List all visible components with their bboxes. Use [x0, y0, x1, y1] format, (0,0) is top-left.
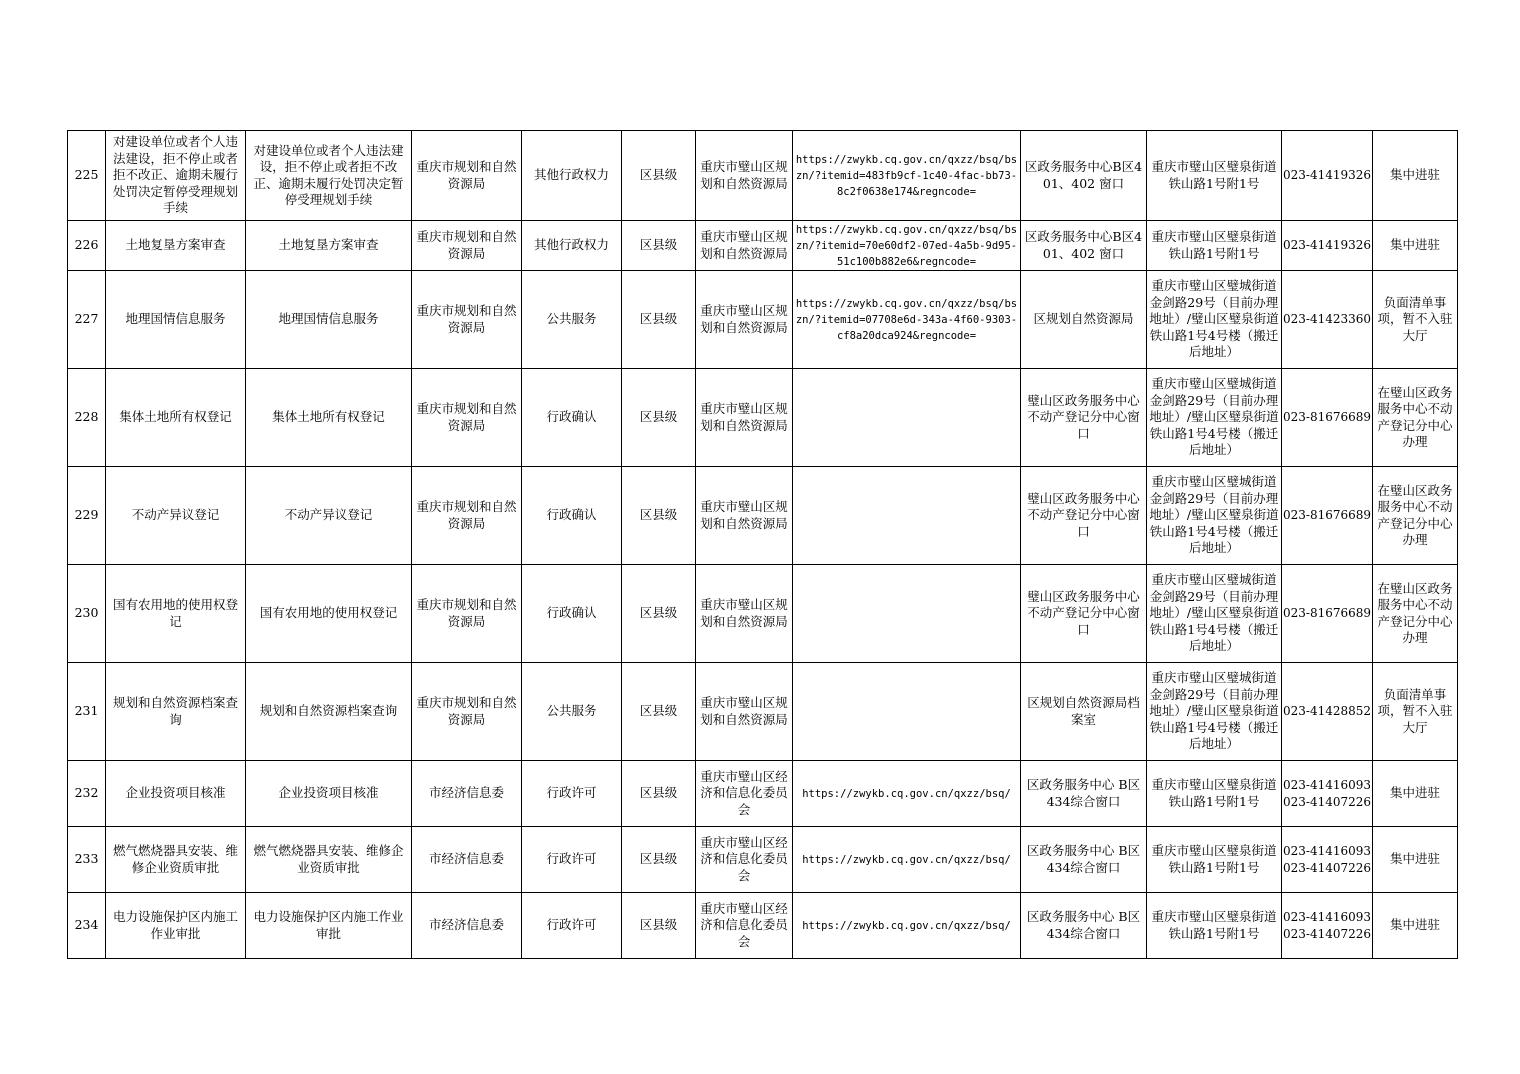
sub-item-cell: 燃气燃烧器具安装、维修企业资质审批 — [246, 827, 412, 893]
url-cell — [793, 271, 1021, 369]
url-text: https://zwykb.cq.gov.cn/qxzz/bsq/ — [802, 919, 1011, 932]
url-text: https://zwykb.cq.gov.cn/qxzz/bsq/ — [802, 853, 1011, 866]
phone-number: 023-81676689 — [1283, 508, 1372, 523]
table-row — [68, 369, 1458, 467]
url-cell — [793, 131, 1021, 221]
phone-cell — [1282, 761, 1373, 827]
status-cell: 集中进驻 — [1373, 893, 1458, 959]
address-cell: 重庆市璧山区璧城街道金剑路29号（目前办理地址）/璧山区璧泉街道铁山路1号4号楼（搬迁后地址） — [1147, 369, 1282, 467]
window-cell: 璧山区政务服务中心不动产登记分中心窗口 — [1021, 369, 1147, 467]
row-number-cell: 225 — [68, 131, 106, 221]
table-row — [68, 827, 1458, 893]
sub-item-cell: 国有农用地的使用权登记 — [246, 565, 412, 663]
agency-cell: 重庆市璧山区规划和自然资源局 — [696, 369, 793, 467]
address-cell: 重庆市璧山区璧泉街道铁山路1号附1号 — [1147, 131, 1282, 221]
phone-cell — [1282, 271, 1373, 369]
row-number-cell: 233 — [68, 827, 106, 893]
phone-number: 023-41416093 — [1283, 844, 1372, 858]
item-name-cell: 企业投资项目核准 — [106, 761, 246, 827]
phone-number: 023-41419326 — [1283, 168, 1372, 183]
url-cell — [793, 369, 1021, 467]
service-items-table — [67, 130, 1458, 959]
url-text: https://zwykb.cq.gov.cn/qxzz/bsq/bszn/?itemid=07708e6d-343a-4f60-9303-cf8a20dca924&regncode= — [795, 297, 1018, 342]
sub-item-cell: 企业投资项目核准 — [246, 761, 412, 827]
power-type-cell: 行政许可 — [522, 893, 622, 959]
sub-item-cell: 不动产异议登记 — [246, 467, 412, 565]
agency-cell: 重庆市璧山区规划和自然资源局 — [696, 271, 793, 369]
department-cell: 重庆市规划和自然资源局 — [412, 467, 522, 565]
phone-cell — [1282, 221, 1373, 271]
phone-cell — [1282, 369, 1373, 467]
row-number-cell: 234 — [68, 893, 106, 959]
status-cell: 负面清单事项，暂不入驻大厅 — [1373, 663, 1458, 761]
phone-number: 023-41407226 — [1283, 926, 1372, 941]
phone-cell — [1282, 131, 1373, 221]
table-row — [68, 131, 1458, 221]
sub-item-cell: 电力设施保护区内施工作业审批 — [246, 893, 412, 959]
agency-cell: 重庆市璧山区经济和信息化委员会 — [696, 761, 793, 827]
address-cell: 重庆市璧山区璧城街道金剑路29号（目前办理地址）/璧山区璧泉街道铁山路1号4号楼（搬迁后地址） — [1147, 565, 1282, 663]
table-row — [68, 467, 1458, 565]
item-name-cell: 土地复垦方案审查 — [106, 221, 246, 271]
power-type-cell: 行政确认 — [522, 369, 622, 467]
agency-cell: 重庆市璧山区经济和信息化委员会 — [696, 893, 793, 959]
status-cell: 集中进驻 — [1373, 761, 1458, 827]
address-cell: 重庆市璧山区璧泉街道铁山路1号附1号 — [1147, 893, 1282, 959]
window-cell: 区规划自然资源局 — [1021, 271, 1147, 369]
phone-cell — [1282, 827, 1373, 893]
address-cell: 重庆市璧山区璧城街道金剑路29号（目前办理地址）/璧山区璧泉街道铁山路1号4号楼（搬迁后地址） — [1147, 271, 1282, 369]
url-cell — [793, 893, 1021, 959]
sub-item-cell: 规划和自然资源档案查询 — [246, 663, 412, 761]
item-name-cell: 燃气燃烧器具安装、维修企业资质审批 — [106, 827, 246, 893]
phone-cell — [1282, 893, 1373, 959]
agency-cell: 重庆市璧山区经济和信息化委员会 — [696, 827, 793, 893]
window-cell: 区政务服务中心B区401、402 窗口 — [1021, 131, 1147, 221]
url-text: https://zwykb.cq.gov.cn/qxzz/bsq/bszn/?itemid=70e60df2-07ed-4a5b-9d95-51c100b882e6&regncode= — [795, 223, 1018, 268]
power-type-cell: 公共服务 — [522, 271, 622, 369]
item-name-cell: 电力设施保护区内施工作业审批 — [106, 893, 246, 959]
power-type-cell: 行政许可 — [522, 761, 622, 827]
window-cell: 璧山区政务服务中心不动产登记分中心窗口 — [1021, 565, 1147, 663]
department-cell: 重庆市规划和自然资源局 — [412, 131, 522, 221]
power-type-cell: 其他行政权力 — [522, 131, 622, 221]
table-row — [68, 663, 1458, 761]
agency-cell: 重庆市璧山区规划和自然资源局 — [696, 467, 793, 565]
phone-number: 023-81676689 — [1283, 606, 1372, 621]
level-cell: 区县级 — [622, 893, 696, 959]
row-number-cell: 229 — [68, 467, 106, 565]
sub-item-cell: 地理国情信息服务 — [246, 271, 412, 369]
phone-number: 023-41407226 — [1283, 794, 1372, 809]
item-name-cell: 集体土地所有权登记 — [106, 369, 246, 467]
address-cell: 重庆市璧山区璧城街道金剑路29号（目前办理地址）/璧山区璧泉街道铁山路1号4号楼（搬迁后地址） — [1147, 663, 1282, 761]
sub-item-cell: 土地复垦方案审查 — [246, 221, 412, 271]
status-cell: 集中进驻 — [1373, 827, 1458, 893]
url-cell — [793, 663, 1021, 761]
table-row — [68, 893, 1458, 959]
power-type-cell: 公共服务 — [522, 663, 622, 761]
sub-item-cell: 集体土地所有权登记 — [246, 369, 412, 467]
row-number-cell: 232 — [68, 761, 106, 827]
phone-number: 023-41428852 — [1283, 704, 1372, 719]
phone-number: 023-41407226 — [1283, 860, 1372, 875]
window-cell: 区政务服务中心 B区434综合窗口 — [1021, 761, 1147, 827]
phone-number: 023-81676689 — [1283, 410, 1372, 425]
department-cell: 市经济信息委 — [412, 761, 522, 827]
window-cell: 璧山区政务服务中心不动产登记分中心窗口 — [1021, 467, 1147, 565]
sub-item-cell: 对建设单位或者个人违法建设，拒不停止或者拒不改正、逾期未履行处罚决定暂停受理规划手续 — [246, 131, 412, 221]
window-cell: 区政务服务中心B区401、402 窗口 — [1021, 221, 1147, 271]
phone-cell — [1282, 565, 1373, 663]
item-name-cell: 地理国情信息服务 — [106, 271, 246, 369]
phone-number: 023-41423360 — [1283, 312, 1372, 327]
level-cell: 区县级 — [622, 467, 696, 565]
power-type-cell: 行政许可 — [522, 827, 622, 893]
phone-number: 023-41416093 — [1283, 778, 1372, 792]
department-cell: 市经济信息委 — [412, 827, 522, 893]
power-type-cell: 行政确认 — [522, 467, 622, 565]
phone-number: 023-41419326 — [1283, 238, 1372, 253]
row-number-cell: 227 — [68, 271, 106, 369]
address-cell: 重庆市璧山区璧泉街道铁山路1号附1号 — [1147, 827, 1282, 893]
agency-cell: 重庆市璧山区规划和自然资源局 — [696, 663, 793, 761]
phone-number: 023-41416093 — [1283, 910, 1372, 924]
url-cell — [793, 221, 1021, 271]
row-number-cell: 226 — [68, 221, 106, 271]
row-number-cell: 230 — [68, 565, 106, 663]
table-row — [68, 761, 1458, 827]
url-text: https://zwykb.cq.gov.cn/qxzz/bsq/bszn/?itemid=483fb9cf-1c40-4fac-bb73-8c2f0638e174&regncode= — [795, 153, 1018, 198]
url-cell — [793, 827, 1021, 893]
level-cell: 区县级 — [622, 369, 696, 467]
window-cell: 区政务服务中心 B区434综合窗口 — [1021, 893, 1147, 959]
status-cell: 在璧山区政务服务中心不动产登记分中心办理 — [1373, 565, 1458, 663]
item-name-cell: 国有农用地的使用权登记 — [106, 565, 246, 663]
level-cell: 区县级 — [622, 131, 696, 221]
status-cell: 在璧山区政务服务中心不动产登记分中心办理 — [1373, 467, 1458, 565]
status-cell: 负面清单事项，暂不入驻大厅 — [1373, 271, 1458, 369]
item-name-cell: 不动产异议登记 — [106, 467, 246, 565]
status-cell: 在璧山区政务服务中心不动产登记分中心办理 — [1373, 369, 1458, 467]
url-cell — [793, 467, 1021, 565]
url-cell — [793, 565, 1021, 663]
level-cell: 区县级 — [622, 827, 696, 893]
window-cell: 区政务服务中心 B区434综合窗口 — [1021, 827, 1147, 893]
row-number-cell: 231 — [68, 663, 106, 761]
table-row — [68, 271, 1458, 369]
level-cell: 区县级 — [622, 565, 696, 663]
department-cell: 重庆市规划和自然资源局 — [412, 221, 522, 271]
phone-cell — [1282, 467, 1373, 565]
window-cell: 区规划自然资源局档案室 — [1021, 663, 1147, 761]
address-cell: 重庆市璧山区璧泉街道铁山路1号附1号 — [1147, 221, 1282, 271]
table-row — [68, 221, 1458, 271]
table-body — [68, 131, 1458, 959]
phone-cell — [1282, 663, 1373, 761]
table-row — [68, 565, 1458, 663]
department-cell: 重庆市规划和自然资源局 — [412, 663, 522, 761]
item-name-cell: 规划和自然资源档案查询 — [106, 663, 246, 761]
department-cell: 市经济信息委 — [412, 893, 522, 959]
department-cell: 重庆市规划和自然资源局 — [412, 271, 522, 369]
agency-cell: 重庆市璧山区规划和自然资源局 — [696, 221, 793, 271]
url-cell — [793, 761, 1021, 827]
level-cell: 区县级 — [622, 663, 696, 761]
power-type-cell: 其他行政权力 — [522, 221, 622, 271]
agency-cell: 重庆市璧山区规划和自然资源局 — [696, 131, 793, 221]
department-cell: 重庆市规划和自然资源局 — [412, 565, 522, 663]
row-number-cell: 228 — [68, 369, 106, 467]
item-name-cell: 对建设单位或者个人违法建设，拒不停止或者拒不改正、逾期未履行处罚决定暂停受理规划手续 — [106, 131, 246, 221]
level-cell: 区县级 — [622, 761, 696, 827]
url-text: https://zwykb.cq.gov.cn/qxzz/bsq/ — [802, 787, 1011, 800]
power-type-cell: 行政确认 — [522, 565, 622, 663]
status-cell: 集中进驻 — [1373, 221, 1458, 271]
address-cell: 重庆市璧山区璧城街道金剑路29号（目前办理地址）/璧山区璧泉街道铁山路1号4号楼（搬迁后地址） — [1147, 467, 1282, 565]
level-cell: 区县级 — [622, 221, 696, 271]
agency-cell: 重庆市璧山区规划和自然资源局 — [696, 565, 793, 663]
level-cell: 区县级 — [622, 271, 696, 369]
address-cell: 重庆市璧山区璧泉街道铁山路1号附1号 — [1147, 761, 1282, 827]
department-cell: 重庆市规划和自然资源局 — [412, 369, 522, 467]
status-cell: 集中进驻 — [1373, 131, 1458, 221]
